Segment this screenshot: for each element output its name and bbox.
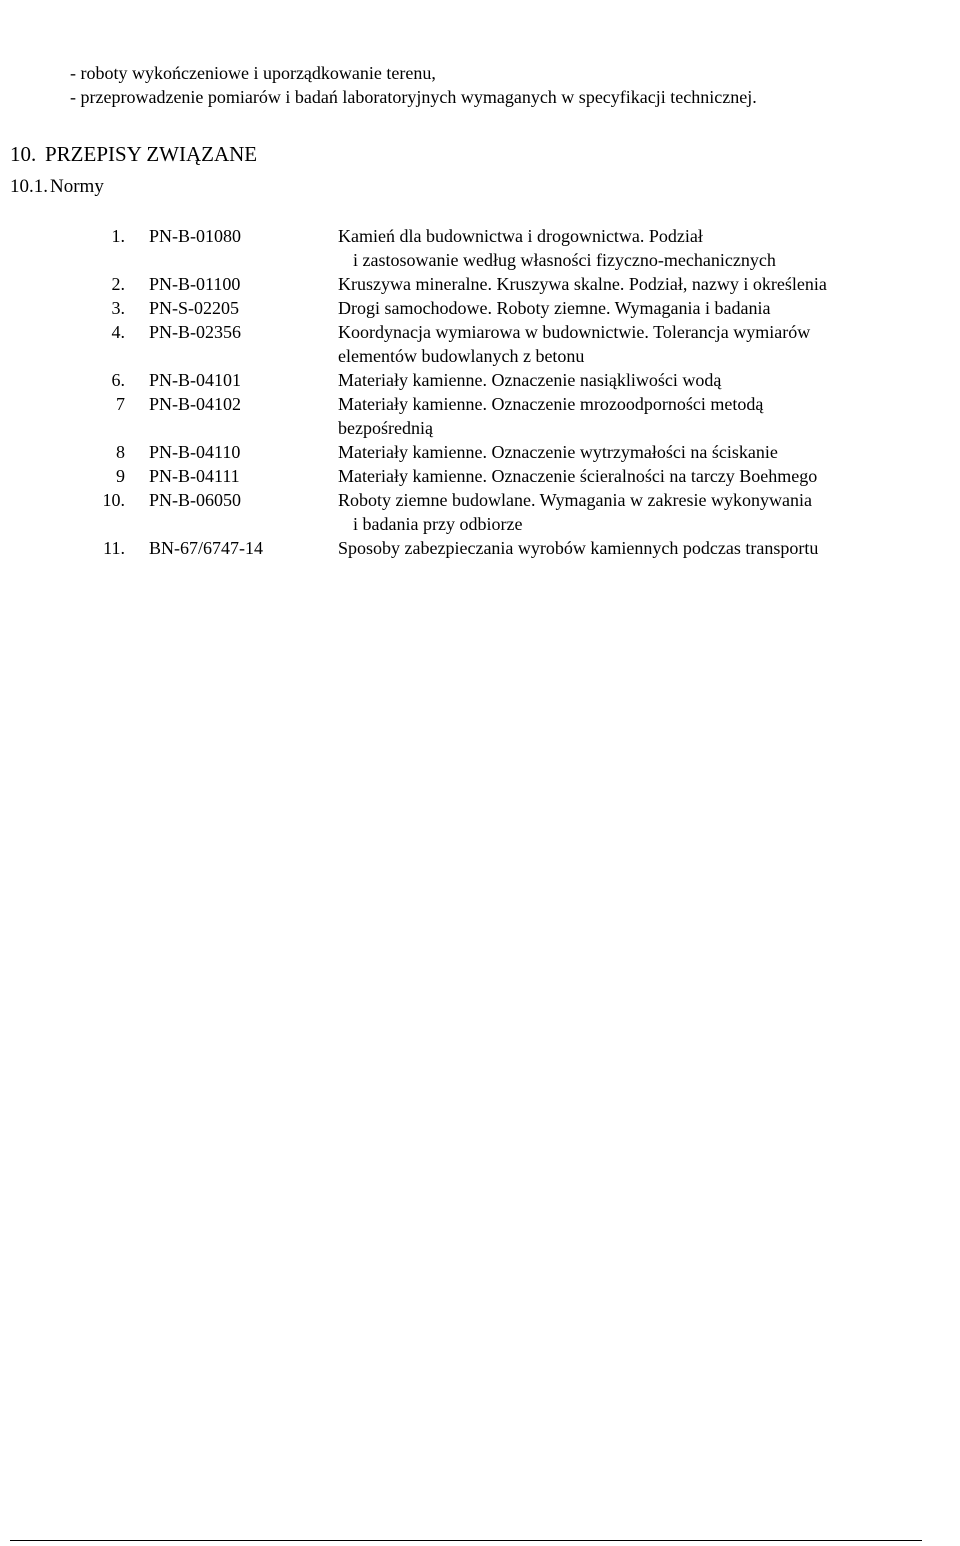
norm-number: 8 <box>116 442 125 462</box>
norm-title-line: Materiały kamienne. Oznaczenie nasiąkliwości wodą <box>338 370 722 390</box>
norm-title <box>338 464 938 488</box>
norm-row <box>0 224 960 272</box>
norm-title-line: Koordynacja wymiarowa w budownictwie. Tolerancja wymiarów <box>338 322 811 342</box>
norm-title-line: Drogi samochodowe. Roboty ziemne. Wymagania i badania <box>338 298 771 318</box>
norm-title <box>338 368 938 392</box>
norm-code: PN-B-04110 <box>149 442 241 462</box>
norm-code: PN-B-01100 <box>149 274 241 294</box>
norm-title-continuation: elementów budowlanych z betonu <box>338 346 585 366</box>
section-title: PRZEPISY ZWIĄZANE <box>45 142 258 166</box>
norm-number: 1. <box>111 226 125 246</box>
norm-title-line: Sposoby zabezpieczania wyrobów kamiennych podczas transportu <box>338 538 819 558</box>
norm-row <box>0 320 960 368</box>
footer-divider <box>10 1540 922 1541</box>
norm-number: 11. <box>103 538 125 558</box>
norm-title <box>338 536 938 560</box>
norm-number: 2. <box>111 274 125 294</box>
subsection-title: Normy <box>50 176 104 197</box>
norm-row <box>0 272 960 296</box>
norm-number: 6. <box>111 370 125 390</box>
norm-title <box>338 392 938 440</box>
norm-title <box>338 272 938 296</box>
intro-bullet-finishing-works: - roboty wykończeniowe i uporządkowanie terenu, <box>70 63 436 83</box>
norms-list <box>0 224 960 560</box>
norm-row <box>0 296 960 320</box>
norm-code: PN-B-06050 <box>149 490 242 510</box>
norm-row <box>0 368 960 392</box>
norm-title <box>338 488 938 536</box>
norm-number: 10. <box>102 490 125 510</box>
subsection-heading <box>10 175 104 199</box>
norm-code: PN-B-04102 <box>149 394 242 414</box>
norm-title-continuation: i zastosowanie według własności fizyczno-mechanicznych <box>353 250 776 270</box>
norm-title <box>338 296 938 320</box>
norm-title-line: Materiały kamienne. Oznaczenie ścieralności na tarczy Boehmego <box>338 466 818 486</box>
norm-code: PN-S-02205 <box>149 298 240 318</box>
norm-code: PN-B-02356 <box>149 322 242 342</box>
norm-code: BN-67/6747-14 <box>149 538 263 558</box>
norm-title-continuation: bezpośrednią <box>338 418 433 438</box>
norm-row <box>0 392 960 440</box>
norm-title-continuation: i badania przy odbiorze <box>353 514 523 534</box>
norm-code: PN-B-04101 <box>149 370 242 390</box>
subsection-number: 10.1. <box>10 176 48 197</box>
norm-title <box>338 440 938 464</box>
norm-number: 3. <box>111 298 125 318</box>
norm-row <box>0 440 960 464</box>
norm-row <box>0 464 960 488</box>
norm-code: PN-B-04111 <box>149 466 240 486</box>
norm-title-line: Kruszywa mineralne. Kruszywa skalne. Podział, nazwy i określenia <box>338 274 827 294</box>
norm-code: PN-B-01080 <box>149 226 242 246</box>
norm-number: 7 <box>116 394 125 414</box>
norm-title-line: Materiały kamienne. Oznaczenie mrozoodporności metodą <box>338 394 764 414</box>
norm-number: 4. <box>111 322 125 342</box>
section-heading <box>10 141 257 167</box>
norm-row <box>0 536 960 560</box>
norm-title-line: Materiały kamienne. Oznaczenie wytrzymałości na ściskanie <box>338 442 778 462</box>
section-number: 10. <box>10 142 37 166</box>
norm-title <box>338 224 938 272</box>
norm-number: 9 <box>116 466 125 486</box>
intro-bullet-measurements: - przeprowadzenie pomiarów i badań laboratoryjnych wymaganych w specyfikacji technicznej. <box>70 87 757 107</box>
norm-title-line: Kamień dla budownictwa i drogownictwa. Podział <box>338 226 703 246</box>
norm-row <box>0 488 960 536</box>
norm-title <box>338 320 938 368</box>
norm-title-line: Roboty ziemne budowlane. Wymagania w zakresie wykonywania <box>338 490 812 510</box>
